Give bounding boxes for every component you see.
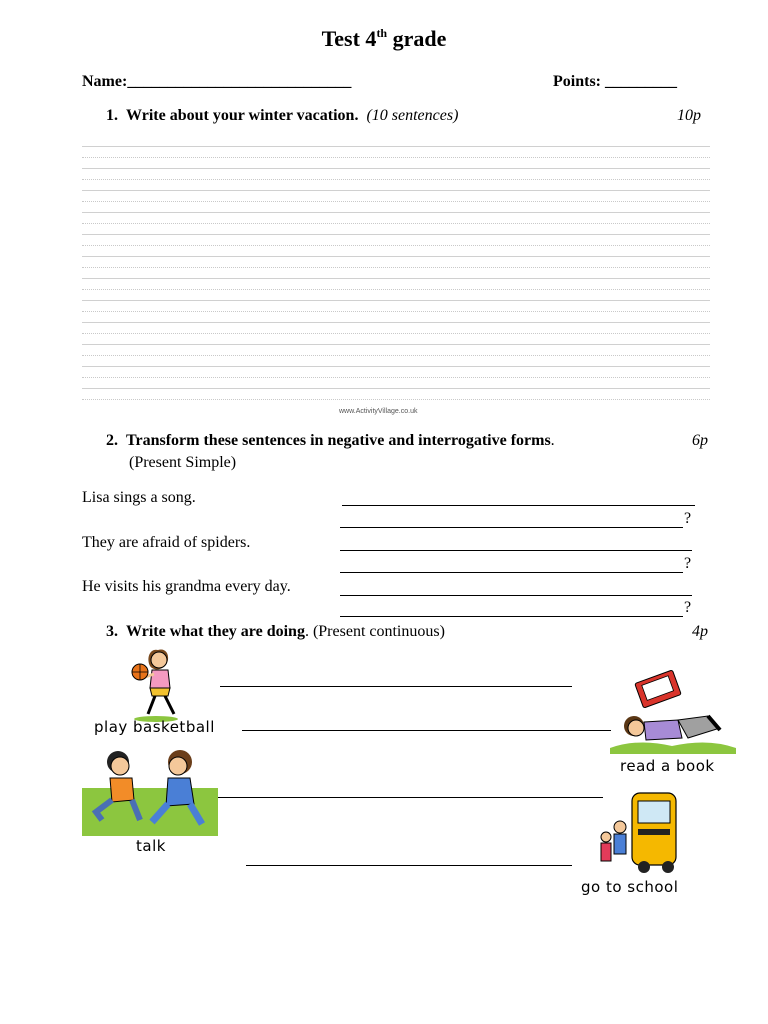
sentence-1: Lisa sings a song. — [82, 489, 196, 506]
writing-line[interactable] — [82, 146, 710, 147]
q2-subtext: (Present Simple) — [129, 454, 237, 471]
activity-answer-line-3[interactable] — [215, 797, 603, 798]
writing-line[interactable] — [82, 289, 710, 290]
caption-read-a-book: read a book — [620, 757, 715, 775]
name-field[interactable] — [82, 73, 351, 91]
school-bus-illustration — [594, 789, 680, 877]
question-answer-line-3[interactable] — [340, 616, 683, 617]
q2-points: 6p — [692, 432, 708, 449]
activity-answer-line-1[interactable] — [220, 686, 572, 687]
girl-basketball-illustration — [128, 642, 192, 722]
question-answer-line-2[interactable] — [340, 572, 683, 573]
boy-shirt — [110, 778, 134, 802]
girl-shorts — [150, 688, 170, 696]
writing-line[interactable] — [82, 179, 710, 180]
q2-period: . — [550, 432, 555, 449]
boy-reading-illustration — [608, 668, 738, 754]
points-blank[interactable]: _________ — [605, 73, 677, 90]
question-mark-2: ? — [684, 555, 692, 572]
grass-patch — [610, 742, 736, 754]
girl-overalls — [166, 778, 194, 806]
q1-text: Write about your winter vacation. — [126, 107, 359, 124]
bus-wheel-left — [638, 861, 650, 873]
title-superscript: th — [376, 26, 388, 40]
writing-line[interactable] — [82, 234, 710, 235]
q3-period: . — [304, 623, 309, 640]
child-1-face — [614, 821, 626, 833]
writing-line[interactable] — [82, 333, 710, 334]
girl-leg-right — [165, 696, 174, 714]
writing-line[interactable] — [82, 245, 710, 246]
activityvillage-credit: www.ActivityVillage.co.uk — [339, 408, 418, 415]
page-title — [0, 26, 768, 52]
writing-line[interactable] — [82, 190, 710, 191]
writing-line[interactable] — [82, 344, 710, 345]
q1-note: (10 sentences) — [366, 107, 459, 124]
boy-pants — [678, 716, 720, 738]
writing-line[interactable] — [82, 366, 710, 367]
q1-points: 10p — [677, 107, 701, 124]
negative-answer-line-1[interactable] — [342, 505, 695, 506]
writing-line[interactable] — [82, 256, 710, 257]
q3-text: Write what they are doing — [126, 623, 305, 640]
title-suffix: grade — [387, 26, 447, 51]
kids-talking-illustration — [82, 748, 220, 838]
question-2 — [106, 432, 555, 450]
writing-line[interactable] — [82, 311, 710, 312]
writing-line[interactable] — [82, 322, 710, 323]
title-prefix: Test 4 — [321, 26, 377, 51]
writing-line[interactable] — [82, 223, 710, 224]
bus-wheel-right — [662, 861, 674, 873]
boy-shirt — [644, 720, 682, 740]
writing-line[interactable] — [82, 300, 710, 301]
girl-face — [151, 652, 167, 668]
caption-talk: talk — [136, 837, 166, 855]
q1-number: 1. — [106, 107, 118, 124]
bus-windshield — [638, 801, 670, 823]
writing-line[interactable] — [82, 377, 710, 378]
activity-answer-line-2[interactable] — [242, 730, 611, 731]
activity-answer-line-4[interactable] — [246, 865, 572, 866]
caption-go-to-school: go to school — [581, 878, 679, 896]
q3-number: 3. — [106, 623, 118, 640]
name-label: Name: — [82, 73, 128, 90]
question-answer-line-1[interactable] — [340, 527, 683, 528]
bus-stripe — [638, 829, 670, 835]
negative-answer-line-3[interactable] — [340, 595, 692, 596]
writing-line[interactable] — [82, 355, 710, 356]
writing-line[interactable] — [82, 201, 710, 202]
child-2-face — [601, 832, 611, 842]
girl-face — [169, 757, 187, 775]
question-mark-1: ? — [684, 510, 692, 527]
question-1 — [106, 107, 458, 125]
girl-leg-left — [148, 696, 155, 714]
q3-subtext: (Present continuous) — [308, 623, 445, 640]
caption-play-basketball: play basketball — [94, 718, 215, 736]
writing-line[interactable] — [82, 399, 710, 400]
points-field[interactable] — [553, 73, 677, 91]
writing-line[interactable] — [82, 388, 710, 389]
writing-line[interactable] — [82, 168, 710, 169]
boy-face — [111, 757, 129, 775]
writing-line[interactable] — [82, 157, 710, 158]
question-3 — [106, 623, 445, 641]
sentence-3: He visits his grandma every day. — [82, 578, 291, 595]
sentence-2: They are afraid of spiders. — [82, 534, 251, 551]
q3-points: 4p — [692, 623, 708, 640]
child-1-body — [614, 834, 626, 854]
negative-answer-line-2[interactable] — [340, 550, 692, 551]
writing-line[interactable] — [82, 278, 710, 279]
boy-face — [628, 720, 644, 736]
writing-line[interactable] — [82, 267, 710, 268]
name-blank[interactable]: ____________________________ — [127, 73, 352, 90]
question-mark-3: ? — [684, 599, 692, 616]
writing-line[interactable] — [82, 212, 710, 213]
child-2-body — [601, 843, 611, 861]
girl-shirt — [150, 670, 170, 688]
points-label: Points: — [553, 73, 601, 90]
q2-text: Transform these sentences in negative and interrogative forms — [126, 432, 551, 449]
q2-number: 2. — [106, 432, 118, 449]
